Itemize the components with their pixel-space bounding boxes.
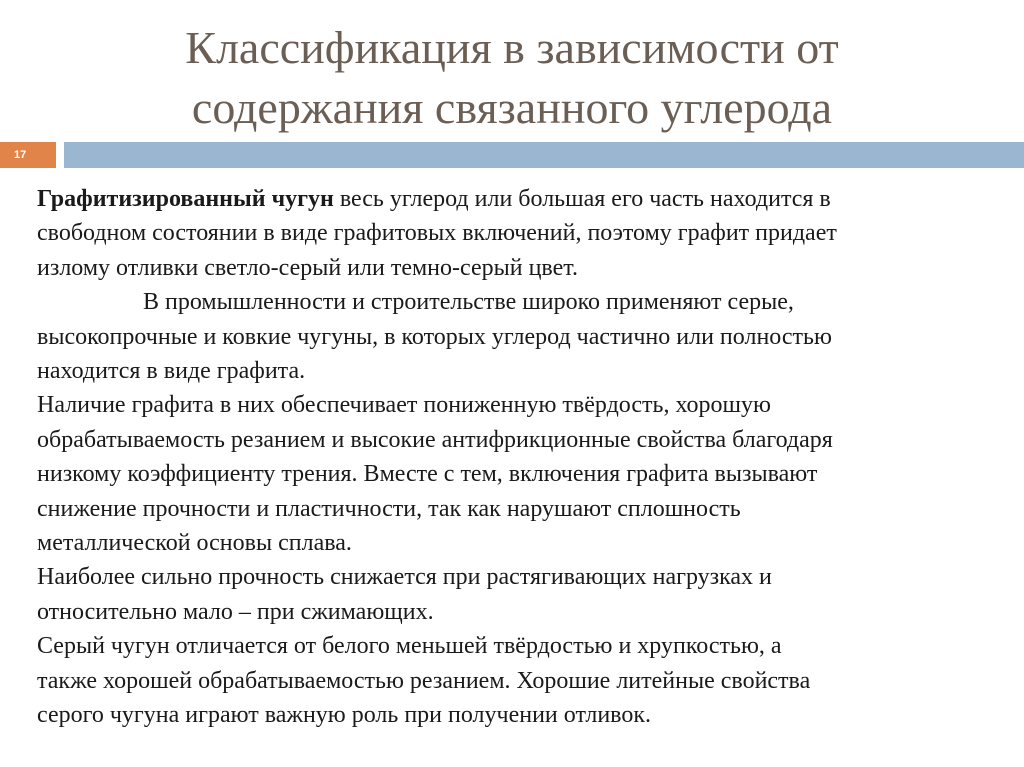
slide-number: 17 [14,149,27,161]
bold-term: Графитизированный чугун [37,186,334,212]
text-line: обрабатываемость резанием и высокие антифрикционные свойства благодаря [37,426,833,453]
text-line [37,182,997,216]
slide-title [0,18,1024,138]
text-line: серого чугуна играют важную роль при получении отливок. [37,702,651,729]
text-line: Серый чугун отличается от белого меньшей твёрдостью и хрупкостью, а [37,633,782,660]
slide-title-line: содержания связанного углерода [191,82,833,133]
paragraph [37,560,997,629]
paragraph [37,388,997,560]
paragraph [37,629,997,732]
text-run: весь углерод или большая его часть находится в [333,186,831,212]
text-line: Наиболее сильно прочность снижается при растягивающих нагрузках и [37,564,772,591]
slide-number-badge [0,142,56,168]
text-line: снижение прочности и пластичности, так как нарушают сплошность [37,495,741,522]
text-line: В промышленности и строительстве широко применяют серые, [143,289,794,316]
title-divider-bar [64,142,1024,168]
text-line: низкому коэффициенту трения. Вместе с тем, включения графита вызывают [37,461,818,488]
text-line: находится в виде графита. [37,358,306,385]
text-line: относительно мало – при сжимающих. [37,598,434,625]
slide-body [37,182,997,733]
text-line: также хорошей обрабатываемостью резанием. Хорошие литейные свойства [37,667,811,694]
text-line: Наличие графита в них обеспечивает пониженную твёрдость, хорошую [37,392,771,419]
text-line: излому отливки светло-серый или темно-серый цвет. [37,254,578,281]
text-line: высокопрочные и ковкие чугуны, в которых углерод частично или полностью [37,323,832,350]
text-line: металлической основы сплава. [37,530,352,557]
paragraph [37,285,997,388]
slide-title-line: Классификация в зависимости от [185,22,839,73]
text-line: свободном состоянии в виде графитовых включений, поэтому графит придает [37,220,837,247]
paragraph [37,182,997,285]
